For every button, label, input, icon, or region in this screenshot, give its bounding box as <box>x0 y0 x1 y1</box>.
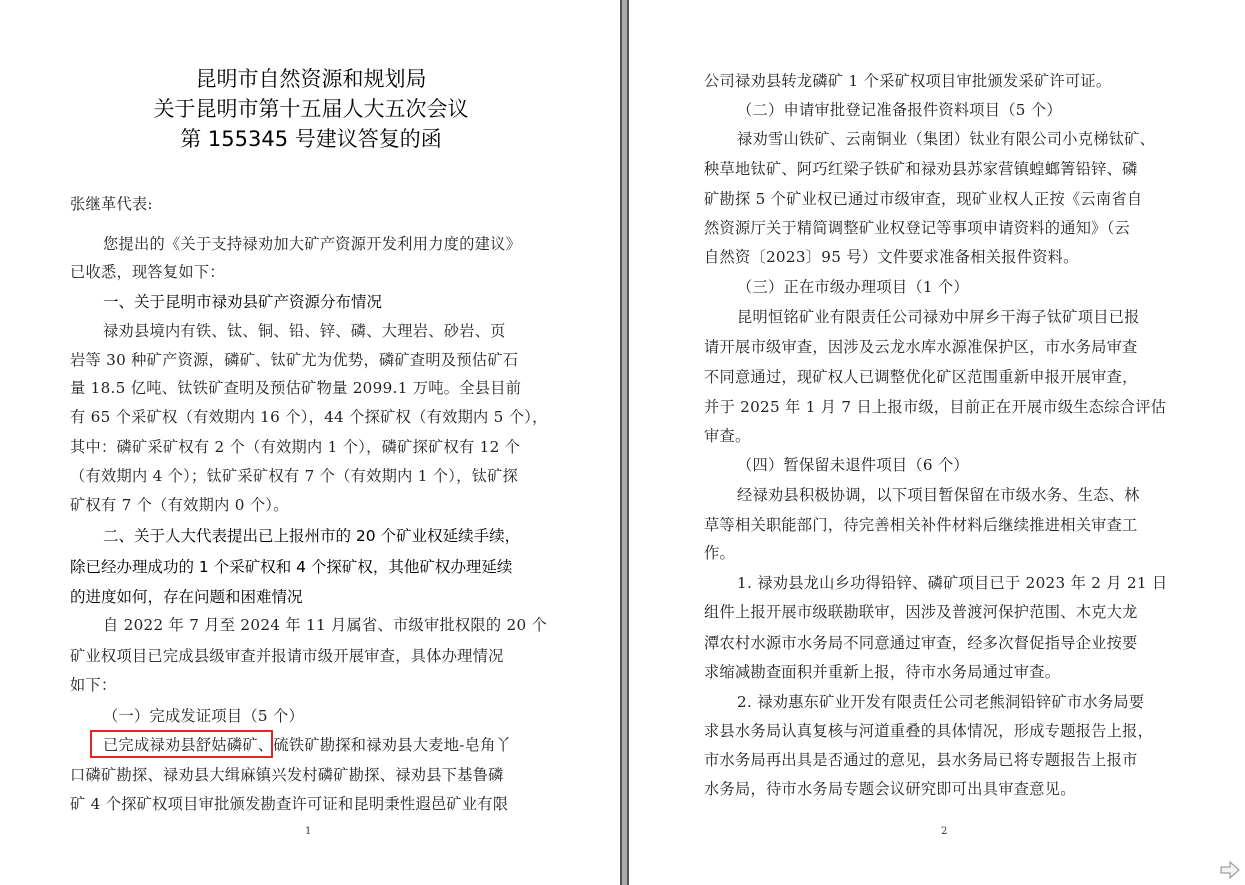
body-line: 矿权有 7 个（有效期内 0 个）。 <box>70 496 289 514</box>
body-line: 岩等 30 种矿产资源，磷矿、钛矿尤为优势，磷矿查明及预估矿石 <box>70 351 519 369</box>
body-line: 秧草地钛矿、阿巧红梁子铁矿和禄劝县苏家营镇蝗螂箐铅锌、磷 <box>704 160 1138 178</box>
body-line: 公司禄劝县转龙磷矿 1 个采矿权项目审批颁发采矿许可证。 <box>704 72 1112 90</box>
page-number: 1 <box>305 826 312 837</box>
section-heading-2-cont: 除已经办理成功的 1 个采矿权和 4 个探矿权，其他矿权办理延续 <box>70 558 513 576</box>
body-line: 市水务局再出具是否通过的意见，县水务局已将专题报告上报市 <box>704 751 1138 769</box>
page-number: 2 <box>941 826 948 837</box>
body-line: 您提出的《关于支持禄劝加大矿产资源开发利用力度的建议》 <box>103 235 522 253</box>
body-line: 草等相关职能部门，待完善相关补件材料后继续推进相关审查工 <box>704 516 1138 534</box>
body-line: 1. 禄劝县龙山乡功得铅锌、磷矿项目已于 2023 年 2 月 21 日 <box>737 574 1168 592</box>
body-line: 自然资〔2023〕95 号）文件要求准备相关报件资料。 <box>704 248 1079 266</box>
subsection-heading: （一）完成发证项目（5 个） <box>103 707 304 725</box>
body-line: 审查。 <box>704 427 751 445</box>
body-line: （有效期内 4 个）；钛矿采矿权有 7 个（有效期内 1 个），钛矿探 <box>70 467 519 485</box>
body-line: 水务局，待市水务局专题会议研究即可出具审查意见。 <box>704 780 1076 798</box>
body-line: 组件上报开展市级联勘联审，因涉及普渡河保护范围、木克大龙 <box>704 603 1138 621</box>
subsection-heading: （四）暂保留未退件项目（6 个） <box>737 456 969 474</box>
salutation: 张继革代表: <box>70 195 153 213</box>
subsection-heading: （三）正在市级办理项目（1 个） <box>737 278 969 296</box>
document-page-2 <box>627 0 1245 885</box>
document-title-line-3: 第 155345 号建议答复的函 <box>180 127 442 151</box>
document-title-line-2: 关于昆明市第十五届人大五次会议 <box>153 97 469 121</box>
body-line: 然资源厅关于精简调整矿业权登记等事项申请资料的通知》（云 <box>704 219 1131 237</box>
body-line: 作。 <box>704 544 735 562</box>
body-line: 昆明恒铭矿业有限责任公司禄劝中屏乡干海子钛矿项目已报 <box>737 308 1140 326</box>
section-heading-1: 一、关于昆明市禄劝县矿产资源分布情况 <box>103 293 383 311</box>
body-line: 请开展市级审查，因涉及云龙水库水源准保护区，市水务局审查 <box>704 338 1138 356</box>
body-line: 不同意通过，现矿权人已调整优化矿区范围重新申报开展审查， <box>704 368 1138 386</box>
body-line: 有 65 个采矿权（有效期内 16 个），44 个探矿权（有效期内 5 个）， <box>70 408 548 426</box>
body-line: 已完成禄劝县舒姑磷矿、硫铁矿勘探和禄劝县大麦地-皂角丫 <box>103 736 512 754</box>
body-line: 矿 4 个探矿权项目审批颁发勘查许可证和昆明秉性遐邑矿业有限 <box>70 795 509 813</box>
body-line: 潭农村水源市水务局不同意通过审查，经多次督促指导企业按要 <box>704 634 1138 652</box>
document-page-1 <box>0 0 622 885</box>
body-line: 口磷矿勘探、禄劝县大缉麻镇兴发村磷矿勘探、禄劝县下基鲁磷 <box>70 766 504 784</box>
body-line: 求缩减勘查面积并重新上报，待市水务局通过审查。 <box>704 663 1061 681</box>
body-line: 禄劝县境内有铁、钛、铜、铅、锌、磷、大理岩、砂岩、页 <box>103 322 506 340</box>
body-line: 量 18.5 亿吨、钛铁矿查明及预估矿物量 2099.1 万吨。全县目前 <box>70 379 522 397</box>
body-line: 并于 2025 年 1 月 7 日上报市级，目前正在开展市级生态综合评估 <box>704 398 1167 416</box>
body-line: 自 2022 年 7 月至 2024 年 11 月属省、市级审批权限的 20 个 <box>103 616 548 634</box>
body-line: 矿业权项目已完成县级审查并报请市级开展审查，具体办理情况 <box>70 647 504 665</box>
body-line: 求县水务局认真复核与河道重叠的具体情况，形成专题报告上报， <box>704 722 1154 740</box>
subsection-heading: （二）申请审批登记准备报件资料项目（5 个） <box>737 101 1062 119</box>
section-heading-2: 二、关于人大代表提出已上报州市的 20 个矿业权延续手续， <box>103 527 521 545</box>
body-line: 如下： <box>70 676 117 694</box>
body-line: 2. 禄劝惠东矿业开发有限责任公司老熊洞铅锌矿市水务局要 <box>737 693 1145 711</box>
body-line: 禄劝雪山铁矿、云南铜业（集团）钛业有限公司小克梯钛矿、 <box>737 130 1156 148</box>
highlight-box <box>90 730 273 758</box>
body-line: 其中：磷矿采矿权有 2 个（有效期内 1 个），磷矿探矿权有 12 个 <box>70 438 521 456</box>
section-heading-2-cont: 的进度如何，存在问题和困难情况 <box>70 588 303 606</box>
document-title-line-1: 昆明市自然资源和规划局 <box>195 67 427 91</box>
body-line: 矿勘探 5 个矿业权已通过市级审查，现矿业权人正按《云南省自 <box>704 190 1143 208</box>
body-line: 已收悉，现答复如下： <box>70 263 225 281</box>
body-line: 经禄劝县积极协调，以下项目暂保留在市级水务、生态、林 <box>737 486 1140 504</box>
next-page-arrow-icon[interactable] <box>1219 859 1241 881</box>
